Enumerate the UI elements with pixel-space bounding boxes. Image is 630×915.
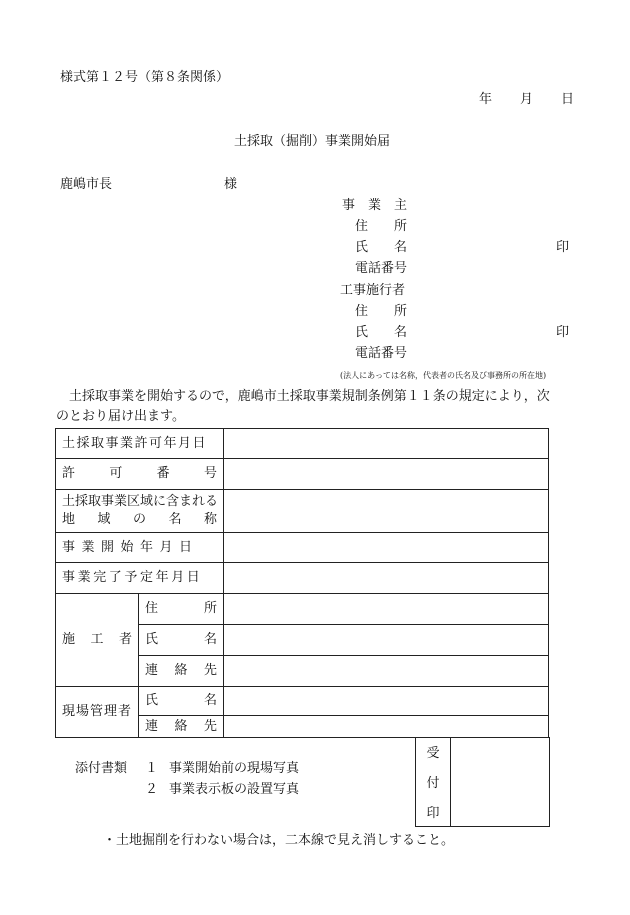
form-number: 様式第１２号（第８条関係） [60, 70, 230, 85]
contractor-name-label: 氏 名 [355, 325, 408, 340]
attachment-1-number: １ [145, 761, 159, 776]
contractor-name-field[interactable] [224, 625, 549, 656]
applicant-phone-label: 電話番号 [355, 261, 408, 276]
applicant-name-label: 氏 名 [355, 240, 408, 255]
manager-name-row-label: 氏 名 [145, 693, 218, 708]
contractor-address-field[interactable] [224, 594, 549, 625]
contractor-phone-label: 電話番号 [355, 346, 408, 361]
table-row [56, 429, 549, 459]
area-name-field[interactable] [224, 490, 549, 533]
contractor-heading: 工事施行者 [340, 283, 406, 298]
area-name-label-2: 地 域 の 名 称 [62, 512, 218, 527]
start-date-label: 事業開始年月日 [56, 533, 224, 563]
contractor-name-row-label: 氏 名 [145, 632, 218, 647]
applicant-seal: 印 [556, 240, 570, 255]
table-row [56, 533, 549, 563]
table-row [56, 594, 549, 625]
corporate-note: (法人にあっては名称，代表者の氏名及び事務所の所在地) [340, 371, 547, 380]
contractor-section-label: 施 工 者 [62, 632, 132, 647]
contractor-contact-row-label: 連 絡 先 [145, 663, 218, 678]
receipt-stamp-label: 受 付 印 [416, 737, 451, 826]
contractor-address-label: 住 所 [355, 304, 408, 319]
permit-number-field[interactable] [224, 459, 549, 490]
table-row [56, 563, 549, 594]
start-date-field[interactable] [224, 533, 549, 563]
end-date-label: 事業完了予定年月日 [56, 563, 224, 594]
area-name-label-1: 土採取事業区域に含まれる [62, 494, 219, 509]
table-row [56, 687, 549, 716]
manager-name-field[interactable] [224, 687, 549, 716]
date-month-label: 月 [520, 92, 534, 107]
body-text-line-1: 土採取事業を開始するので，鹿嶋市土採取事業規制条例第１１条の規定により，次 [56, 389, 550, 404]
report-table [55, 428, 549, 738]
attachment-1-text: 事業開始前の現場写真 [169, 761, 300, 776]
site-manager-label: 現場管理者 [56, 687, 139, 738]
addressee-name: 鹿嶋市長 [60, 177, 113, 192]
footer-note: ・土地掘削を行わない場合は，二本線で見え消しすること。 [103, 833, 455, 848]
table-row [56, 490, 549, 533]
attachments-section [55, 737, 548, 827]
attachment-2-number: ２ [145, 782, 159, 797]
manager-contact-row-label: 連 絡 先 [145, 718, 218, 734]
addressee-honorific: 様 [224, 177, 238, 192]
date-year-label: 年 [479, 92, 493, 107]
body-text-line-2: のとおり届け出ます。 [56, 409, 185, 424]
permit-number-label: 許 可 番 号 [62, 466, 217, 481]
receipt-stamp-box [415, 737, 550, 827]
attachments-label: 添付書類 [75, 761, 128, 776]
end-date-field[interactable] [224, 563, 549, 594]
manager-contact-field[interactable] [224, 716, 549, 738]
permit-date-field[interactable] [224, 429, 549, 459]
contractor-address-row-label: 住 所 [145, 601, 218, 616]
contractor-contact-field[interactable] [224, 656, 549, 687]
contractor-seal: 印 [556, 325, 570, 340]
permit-date-label: 土採取事業許可年月日 [56, 429, 224, 459]
applicant-heading: 事 業 主 [342, 198, 408, 213]
applicant-address-label: 住 所 [355, 219, 408, 234]
date-day-label: 日 [561, 92, 575, 107]
attachment-2-text: 事業表示板の設置写真 [169, 782, 300, 797]
table-row [56, 459, 549, 490]
document-title: 土採取（掘削）事業開始届 [234, 134, 391, 149]
